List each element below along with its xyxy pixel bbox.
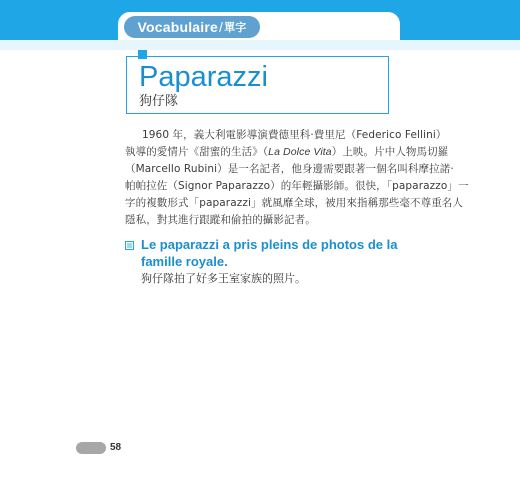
paragraph-line: 字的複數形式「paparazzi」就風靡全球，被用來指稱那些毫不尊重名人 <box>125 197 463 209</box>
example-sentence-french: Le paparazzi a pris pleins de photos de la famille royale. <box>141 237 398 269</box>
etymology-paragraph <box>125 127 469 229</box>
section-label <box>124 16 260 38</box>
headword: Paparazzi <box>139 61 268 93</box>
page-number-tab <box>76 442 106 454</box>
example-sentence-chinese: 狗仔隊拍了好多王室家族的照片。 <box>141 272 306 285</box>
paragraph-line: （Marcello Rubini）是一名記者，他身邊需要跟著一個名叫科摩拉諾‧ <box>125 163 454 175</box>
paragraph-line: 帕帕拉佐（Signor Paparazzo）的年輕攝影師。很快，「paparazzo」一 <box>125 180 469 192</box>
section-title: Vocabulaire <box>137 19 219 35</box>
header-strip <box>0 40 520 50</box>
section-title-zh: 單字 <box>224 21 247 34</box>
paragraph-text: ）上映。片中人物馬切羅 <box>331 146 449 158</box>
headword-meaning: 狗仔隊 <box>139 94 179 109</box>
film-title: La Dolce Vita <box>268 146 332 158</box>
paragraph-line: 1960 年，義大利電影導演費德里科‧費里尼（Federico Fellini） <box>142 129 447 141</box>
paragraph-line: 隱私，對其進行跟蹤和偷拍的攝影記者。 <box>125 214 316 226</box>
example-bullet-fill <box>127 243 132 248</box>
paragraph-line <box>125 144 449 161</box>
headword-marker <box>138 50 147 59</box>
section-separator: / <box>219 19 224 35</box>
paragraph-text: 執導的愛情片《甜蜜的生活》（ <box>125 146 269 158</box>
page-number: 58 <box>110 442 122 453</box>
